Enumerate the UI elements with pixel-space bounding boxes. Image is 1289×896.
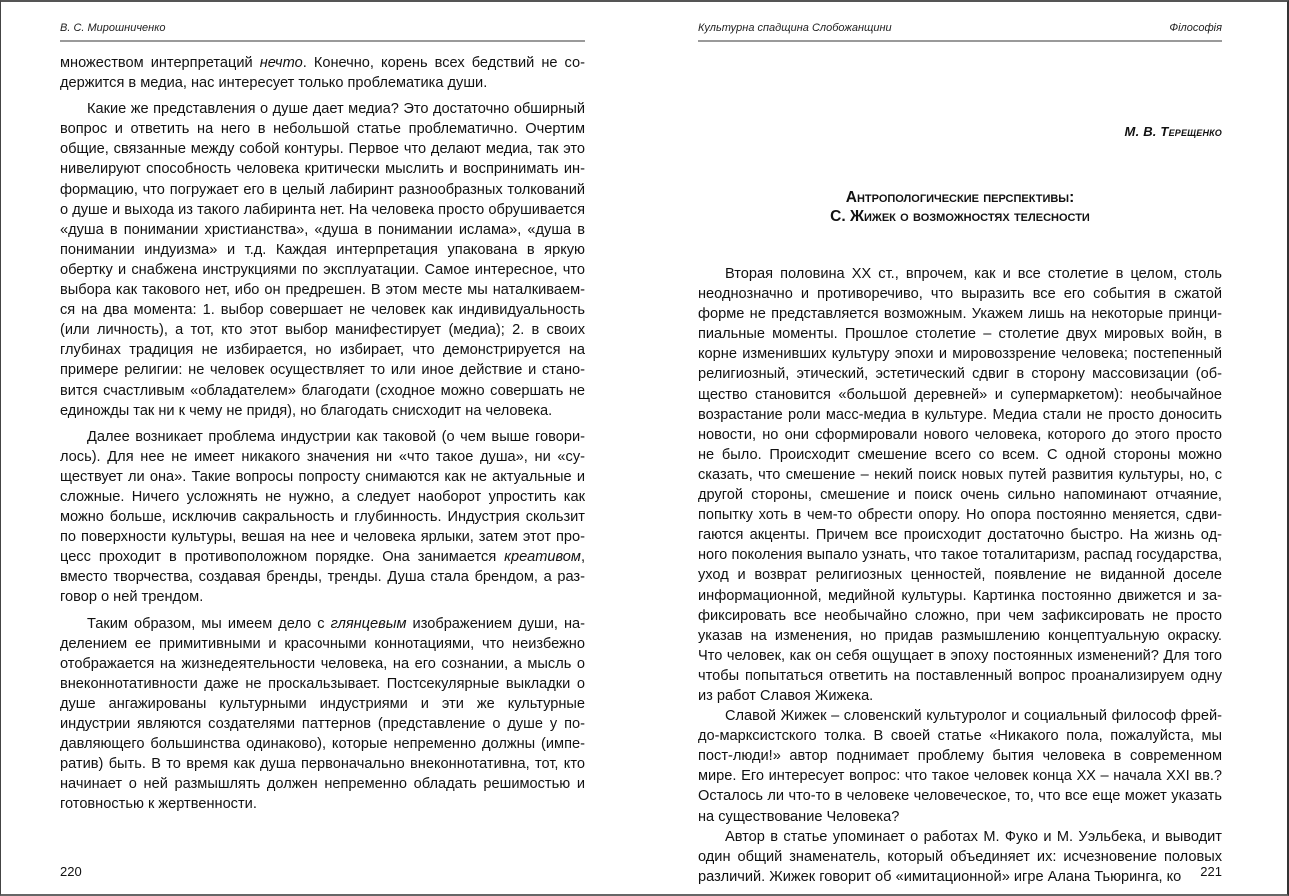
journal-title: Культурна спадщина Слобожанщини: [698, 22, 892, 34]
paragraph: Какие же представления о душе дает медиа? Это достаточно обширный вопрос и ответить на него в небольшой статье проблематично. Очертим общие, связанные между собой контуры. Первое что делают медиа, так это нивелируют способность человека критически мыслить и воспринимать информацию, что погружает его в целый лабиринт разнообразных толкований о душе и выхода из такого лабиринта нет. На человека просто обрушивается «душа в понимании христианства», «душа в понимании ислама», «душа в понимании индуизма» и т.д. Каждая интерпретация упакована в яркую обертку и снабжена инструкциями по эксплуатации. Самое интересное, что выбора как такового нет, ибо он предрешен. В этом месте мы наталкиваемся на два момента: 1. выбор совершает не человек как индивидуальность (или личность), а тот, кто этот выбор манифестирует (медиа); 2. в своих глубинах традиция не избирается, но избирает, что демонстрируется на примере религии: не человек осуществляет то или иное действие и становится счастливым «обладателем» благодати (сходное можно совершать не единожды так ни к чему не придя), но благодать снисходит на человека.: [60, 101, 585, 419]
left-page-body: [60, 53, 585, 814]
page-number: 220: [60, 864, 82, 879]
page-number: 221: [1200, 864, 1222, 879]
section-title: Філософія: [1169, 22, 1222, 34]
right-page: [698, 0, 1222, 896]
right-running-head: [698, 20, 1222, 36]
left-page: [60, 0, 585, 896]
emphasis: креативом: [504, 549, 581, 566]
paragraph: Вторая половина XX ст., впрочем, как и все столетие в целом, столь неоднозначно и противоречиво, что выразить все его события в сжатой форме не представляется возможным. Укажем лишь на некоторые принципиальные моменты. Прошлое столетие – столетие двух мировых войн, в корне изменивших культуру эпохи и мировоззрение человека; постепенный религиозный, этический, эстетический сдвиг в сторону массовизации (общество становится «большой деревней» и супермаркетом): необычайное возрастание роли масс-медиа в культуре. Медиа стали не просто доносить новости, но они сформировали нового человека, которого до этого просто не было. Происходит смешение всего со всем. С одной стороны можно сказать, что смешение – некий поиск новых путей развития культуры, но, с другой стороны, смешение и поиск очень сильно напоминают отчаяние, попытку хоть в чем-то обрести опору. Но опора постоянно меняется, сдвигаются акценты. Причем все происходит достаточно быстро. На жизнь одного поколения выпало узнать, что такое тоталитаризм, распад государства, уход и возврат религиозных ценностей, появление не виданной доселе информационной, медийной культуры. Картинка постоянно движется и зафиксировать все необычайно сложно, при чем зафиксировать не просто указав на изменения, но придав размышлению концептуальную окраску. Что человек, как он себя ощущает в эпоху постоянных изменений? Для того чтобы попытаться ответить на поставленный вопрос проанализируем одну из работ Славоя Жижека.: [698, 266, 1222, 704]
right-page-body: [698, 264, 1222, 887]
emphasis: нечто: [259, 55, 303, 71]
left-header-rule: [60, 40, 585, 42]
emphasis: глянцевым: [330, 615, 407, 632]
paragraph: Далее возникает проблема индустрии как таковой (о чем выше говорилось). Для нее не имеет никакого значения ни «что такое душа», ни «существует ли она». Такие вопросы попросту снимаются как не актуальные и сложные. Ничего усложнять не нужно, а следует наоборот упростить как можно больше, исключив сакральность и глубинность. Индустрия скользит по поверхности культуры, вешая на нее и человека ярлыки, затем этот процесс проходит в противоположном порядке. Она занимается креативом, вместо творчества, создавая бренды, тренды. Душа стала брендом, а разговор о ней трендом.: [60, 428, 585, 606]
paragraph: Славой Жижек – словенский культуролог и социальный философ фрейдо-марксистского толка. В своей статье «Никакого пола, пожалуйста, мы пост-люди!» автор поднимает проблему бытия человека в современном мире. Его интересует вопрос: что такое человек конца XX – начала XXI вв.? Осталось ли что-то в человеке человеческое, то, что все еще может указать на существование Человека?: [698, 708, 1222, 825]
paragraph: множеством интерпретаций нечто. Конечно, корень всех бедствий не содержится в медиа, нас интересует только проблематика души.: [60, 55, 586, 92]
article-author: М. В. Терещенко: [1124, 124, 1222, 139]
left-running-head: [60, 20, 585, 36]
left-running-head-author: В. С. Мирошниченко: [60, 22, 166, 34]
paragraph: Таким образом, мы имеем дело с глянцевым изображением души, наделением ее примитивными и красочными коннотациями, что неизбежно отображается на жизнедеятельности человека, на его сознании, а мысль о внеконнотативности даже не проскальзывает. Постсекулярные выкладки о душе ангажированы культурными индустриями и эти же культурные индустрии являются создателями паттернов (представление о душе у подавляющего большинства одинаково), которые непременно должны (императив) быть. В то время как душа первоначально внеконнотативна, тот, кто начинает о ней размышлять должен непременно обладать решимостью и готовностью к жертвенности.: [60, 615, 585, 813]
right-header-rule: [698, 40, 1222, 42]
paragraph: Автор в статье упоминает о работах М. Фуко и М. Уэльбека, и выводит один общий знаменатель, который объединяет их: исчезновение половых различий. Жижек говорит об «имитационной» игре Алана Тьюринга, ко: [698, 828, 1222, 885]
article-title: Антропологические перспективы: С. Жижек о возможностях телесности: [830, 189, 1090, 225]
